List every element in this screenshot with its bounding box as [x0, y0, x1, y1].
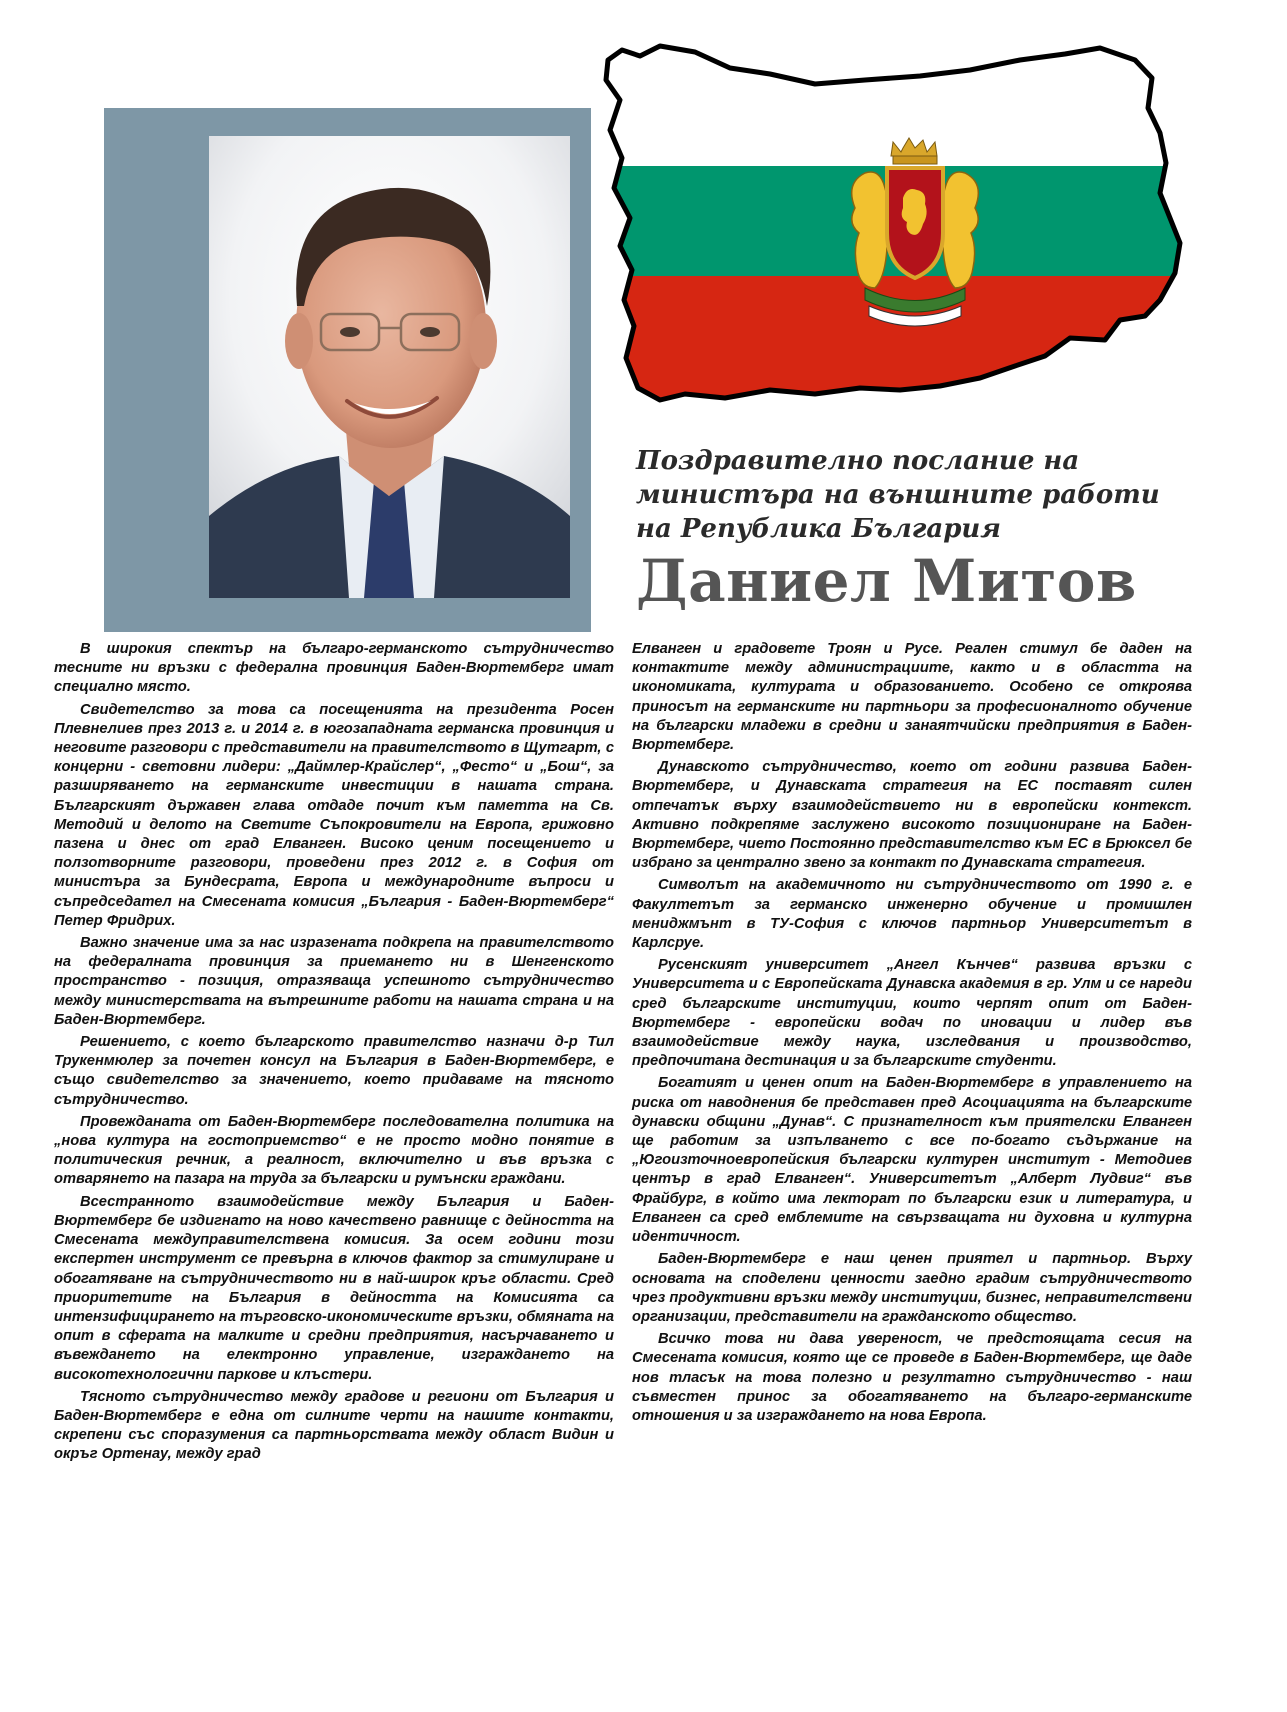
heading-block — [636, 444, 1196, 616]
portrait-photo — [209, 136, 570, 598]
subtitle-line-3: на Република България — [636, 514, 1002, 544]
bulgaria-map-flag-icon — [600, 38, 1220, 438]
paragraph: Всичко това ни дава увереност, че предстоящата сесия на Смесената комисия, която ще се проведе в Баден-Вюртемберг, ще даде нов тласък на това полезно и резултатно сътрудничество - наш съвместен принос за обогатяването на българо-германските отношения и за изграждането на нова Европа. — [632, 1331, 1192, 1424]
subtitle-line-1: Поздравително послание на — [636, 446, 1080, 476]
paragraph: Важно значение има за нас изразената подкрепа на правителството на федералната провинция за приемането ни в Шенгенското пространство - позиция, отразяваща успешното сътрудничество между министерствата на вътрешните работи на нашата страна и на Баден-Вюртемберг. — [54, 935, 614, 1028]
paragraph: Решението, с което българското правителство назначи д-р Тил Трукенмюлер за почетен консул на България в Баден-Вюртемберг, е също свидетелство за значението, което придаваме на тясното сътрудничество. — [54, 1034, 614, 1108]
paragraph: Провежданата от Баден-Вюртемберг последователна политика на „нова култура на гостоприемство“ е не просто модно понятие в политическия речник, а реалност, включително и във връзка с отварянето на пазара на труда за български и румънски граждани. — [54, 1113, 614, 1188]
subtitle-line-2: министъра на външните работи — [636, 480, 1160, 510]
article-column-right — [632, 640, 1192, 1429]
paragraph: Богатият и ценен опит на Баден-Вюртемберг в управлението на риска от наводнения бе представен пред Асоциацията на българските дунавски общини „Дунав“. С признателност към приятелски Елванген ще работим за изпълването с все по-богато съдържание на „Югоизточноевропейския български културен институт - Методиев център в град Елванген“. Университетът „Алберт Лудвиг“ във Фрайбург, в който има лекторат по български език и литература, и Елванген са сред емблемите на свързващата ни духовна и културна идентичност. — [632, 1075, 1192, 1246]
paragraph: Тясното сътрудничество между градове и региони от България и Баден-Вюртемберг е една от силните черти на нашите контакти, скрепени със споразумения са партньорствата между област Видин и окръг Ортенау, между град — [54, 1388, 614, 1463]
portrait-frame — [104, 108, 591, 632]
paragraph: Русенският университет „Ангел Кънчев“ развива връзки с Университета и с Европейската Дунавска академия в гр. Улм и се нареди сред българските институции, които черпят опит от Баден-Вюртемберг - европейски водач по иновации и лидер във взаимодействие между наука, изследвания и производство, предпочитана дестинация и за българските студенти. — [632, 957, 1192, 1070]
paragraph: В широкия спектър на българо-германското сътрудничество тесните ни връзки с федерална провинция Баден-Вюртемберг имат специално място. — [54, 641, 614, 696]
paragraph: Дунавското сътрудничество, което от години развива Баден-Вюртемберг, и Дунавската стратегия на ЕС поставят силен отпечатък върху взаимодействието ни в европейски контекст. Активно подкрепяме заслужено високото позициониране на Баден-Вюртемберг, чието Постоянно представителство към ЕС в Брюксел бе избрано за централно звено за контакт по Дунавската стратегия. — [632, 759, 1192, 872]
minister-name: Даниел Митов — [636, 547, 1137, 615]
paragraph: Свидетелство за това са посещенията на президента Росен Плевнелиев през 2013 г. и 2014 г. в югозападната германска провинция и неговите разговори с представители на правителството в Щутгарт, с концерни - световни лидери: „Даймлер-Крайслер“, „Фесто“ и „Бош“, за разширяването на германските инвестиции в нашата страна. Българският държавен глава отдаде почит към паметта на Св. Методий и делото на Светите Съпокровители на Европа, грижовно пазена и днес от град Елванген. Високо ценим посещението и ползотворните разговори, проведени през 2012 г. в София от министъра за Бундесрата, Европа и международните въпроси и съпредседател на Смесената комисия „България - Баден-Вюртемберг“ Петер Фридрих. — [54, 701, 614, 929]
paragraph: Символът на академичното ни сътрудничеството от 1990 г. е Факултетът за германско инженерно обучение и промишлен мениджмънт в ТУ-София с ключов партньор Университетът в Карлсруе. — [632, 877, 1192, 952]
paragraph: Елванген и градовете Троян и Русе. Реален стимул бе даден на контактите между администрациите, както и в областта на икономиката, културата и образованието. Особено се откроява приносът на германските ни партньори за професионалното обучение на български младежи в средни и занаятчийски предприятия в Баден-Вюртемберг. — [632, 641, 1192, 754]
article-column-left — [54, 640, 614, 1468]
paragraph: Баден-Вюртемберг е наш ценен приятел и партньор. Върху основата на споделени ценности заедно градим сътрудничеството чрез продуктивни връзки между институции, бизнес, неправителствени организации, представители на гражданското общество. — [632, 1251, 1192, 1325]
paragraph: Всестранното взаимодействие между България и Баден-Вюртемберг бе издигнато на ново качествено равнище с дейността на Смесената междуправителствена комисия. За осем години този експертен инструмент се превърна в ключов фактор за стимулиране и обогатяване на сътрудничеството ни в най-широк кръг области. Сред приоритетите на България в дейността на Комисията са интензифицирането на търговско-икономическите връзки, обмяната на опит в сферата на малките и средни предприятия, насърчаването и въвеждането на електронно управление, изграждането на високотехнологични паркове и клъстери. — [54, 1193, 614, 1383]
